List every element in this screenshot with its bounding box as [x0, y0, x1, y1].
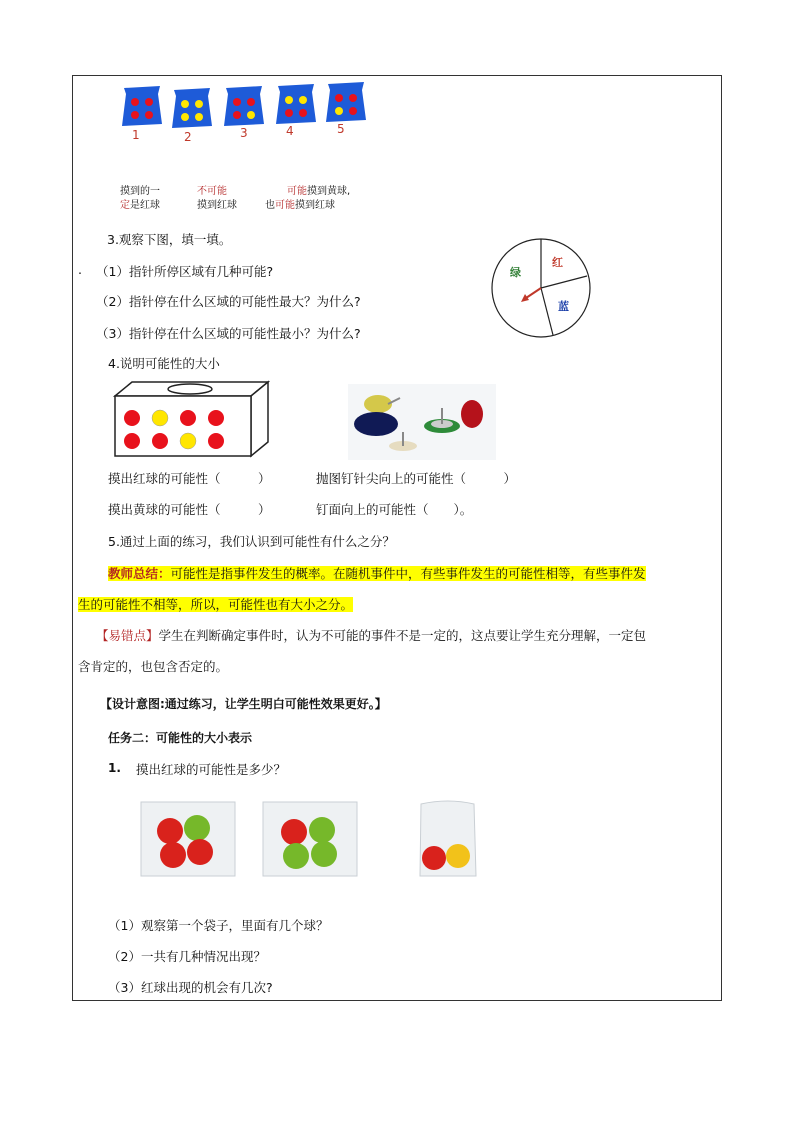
- spinner: [488, 238, 598, 340]
- task2-item3: （3）红球出现的机会有几次?: [108, 980, 273, 995]
- ball: [422, 846, 446, 870]
- ball: [285, 96, 293, 104]
- bag-number: 4: [286, 124, 294, 138]
- bag-5: [326, 82, 366, 122]
- label-line: [120, 199, 160, 213]
- bags-svg: [118, 82, 368, 132]
- tack-navy: [354, 412, 398, 436]
- bag-shape: [141, 802, 235, 876]
- ball: [247, 111, 255, 119]
- label-line: [265, 199, 350, 213]
- ball-box: [110, 380, 270, 458]
- clear-bags-row: [140, 798, 490, 880]
- bag-shape: [172, 88, 212, 128]
- task2-title: 任务二：可能性的大小表示: [108, 731, 253, 745]
- q3-dot: .: [78, 262, 82, 277]
- tack-red: [461, 400, 483, 428]
- bag-number: 2: [184, 130, 192, 144]
- bag-4: [276, 84, 316, 124]
- label-line: [265, 185, 350, 199]
- q4-line2a: 摸出黄球的可能性（ ）: [108, 502, 271, 517]
- ball: [349, 107, 357, 115]
- bag-shape: [263, 802, 357, 876]
- ball: [349, 94, 357, 102]
- label-col1: [120, 185, 160, 213]
- ball: [152, 410, 168, 426]
- task2-q1-text: 摸出红球的可能性是多少？: [136, 762, 287, 777]
- label-line: 不可能: [197, 186, 227, 197]
- ball: [311, 841, 337, 867]
- task2-q1-num: 1.: [108, 761, 121, 775]
- ball: [233, 111, 241, 119]
- spinner-label-red: 红: [552, 256, 563, 269]
- ball: [446, 844, 470, 868]
- bag-shape: [122, 86, 162, 126]
- q3-title: 3.观察下图，填一填。: [107, 232, 232, 247]
- ball: [299, 96, 307, 104]
- clear-bag-2: [263, 802, 357, 876]
- thumbtacks-photo: [348, 384, 496, 460]
- ball: [208, 433, 224, 449]
- ball: [208, 410, 224, 426]
- summary-line2: [78, 595, 353, 613]
- clear-bag-1: [141, 802, 235, 876]
- label-col3: [265, 185, 350, 213]
- ball: [335, 94, 343, 102]
- label-part: 定: [120, 200, 130, 211]
- ball: [335, 107, 343, 115]
- ball: [281, 819, 307, 845]
- spinner-label-blue: 蓝: [558, 300, 569, 313]
- q4-line1b: 抛图钉针尖向上的可能性（ ）: [316, 471, 517, 486]
- ball: [124, 410, 140, 426]
- pitfall-line2: 含肯定的，也包含否定的。: [78, 659, 229, 674]
- label-line: 摸到的一: [120, 186, 160, 197]
- design-intent: 【设计意图:通过练习，让学生明白可能性效果更好。】: [100, 697, 387, 711]
- label-part: 是红球: [130, 200, 160, 211]
- q4-line2b: 钉面向上的可能性（ ）。: [316, 502, 473, 517]
- ball: [181, 113, 189, 121]
- spinner-label-green: 绿: [510, 266, 521, 279]
- ball: [181, 100, 189, 108]
- summary-text: 生的可能性不相等，所以，可能性也有大小之分。: [78, 597, 354, 612]
- bag-shape: [276, 84, 316, 124]
- ball: [124, 433, 140, 449]
- task2-item1: （1）观察第一个袋子，里面有几个球？: [108, 918, 329, 933]
- q4-title: 4.说明可能性的大小: [108, 356, 220, 371]
- bag-shape: [224, 86, 264, 126]
- ball: [195, 113, 203, 121]
- bag-shape: [326, 82, 366, 122]
- task2-item2: （2）一共有几种情况出现？: [108, 949, 266, 964]
- label-col2: [197, 185, 237, 213]
- q5-title: 5.通过上面的练习，我们认识到可能性有什么之分？: [108, 534, 395, 549]
- q3-item3: （3）指针停在什么区域的可能性最小？为什么?: [96, 326, 361, 341]
- ball: [152, 433, 168, 449]
- q4-line1a: 摸出红球的可能性（ ）: [108, 471, 271, 486]
- bag-3: [224, 86, 264, 126]
- ball: [131, 111, 139, 119]
- ball: [131, 98, 139, 106]
- ball: [145, 98, 153, 106]
- ball: [180, 410, 196, 426]
- label-part: 可能: [287, 186, 307, 197]
- ball: [160, 842, 186, 868]
- label-part: 也: [265, 200, 275, 211]
- label-part: 摸到黄球,: [307, 186, 351, 197]
- label-line: 摸到红球: [197, 200, 237, 211]
- summary-line1: [108, 564, 646, 582]
- bag-2: [172, 88, 212, 128]
- label-part: 可能: [275, 200, 295, 211]
- ball: [299, 109, 307, 117]
- q3-item2: （2）指针停在什么区域的可能性最大？为什么?: [96, 294, 361, 309]
- q3-item1: （1）指针所停区域有几种可能?: [96, 264, 274, 279]
- ball: [309, 817, 335, 843]
- bag-number: 5: [337, 122, 345, 136]
- bag-number: 1: [132, 128, 140, 142]
- summary-label: 教师总结：: [108, 566, 171, 581]
- ball: [187, 839, 213, 865]
- ball: [195, 100, 203, 108]
- box-side: [251, 382, 268, 456]
- pitfall-text: 学生在判断确定事件时，认为不可能的事件不是一定的，这点要让学生充分理解，一定包: [158, 628, 647, 643]
- summary-text: 可能性是指事件发生的概率。在随机事件中，有些事件发生的可能性相等，有些事件发: [170, 566, 646, 581]
- ball: [247, 98, 255, 106]
- tack-yellow: [364, 395, 392, 413]
- label-part: 摸到红球: [295, 200, 335, 211]
- ball: [157, 818, 183, 844]
- pitfall-label: 【易错点】: [96, 628, 159, 643]
- ball: [145, 111, 153, 119]
- ball: [285, 109, 293, 117]
- ball: [180, 433, 196, 449]
- ball: [184, 815, 210, 841]
- bag-number: 3: [240, 126, 248, 140]
- bag-1: [122, 86, 162, 126]
- ball: [283, 843, 309, 869]
- pitfall-line1: [96, 626, 646, 644]
- ball: [233, 98, 241, 106]
- clear-bag-3: [420, 801, 476, 876]
